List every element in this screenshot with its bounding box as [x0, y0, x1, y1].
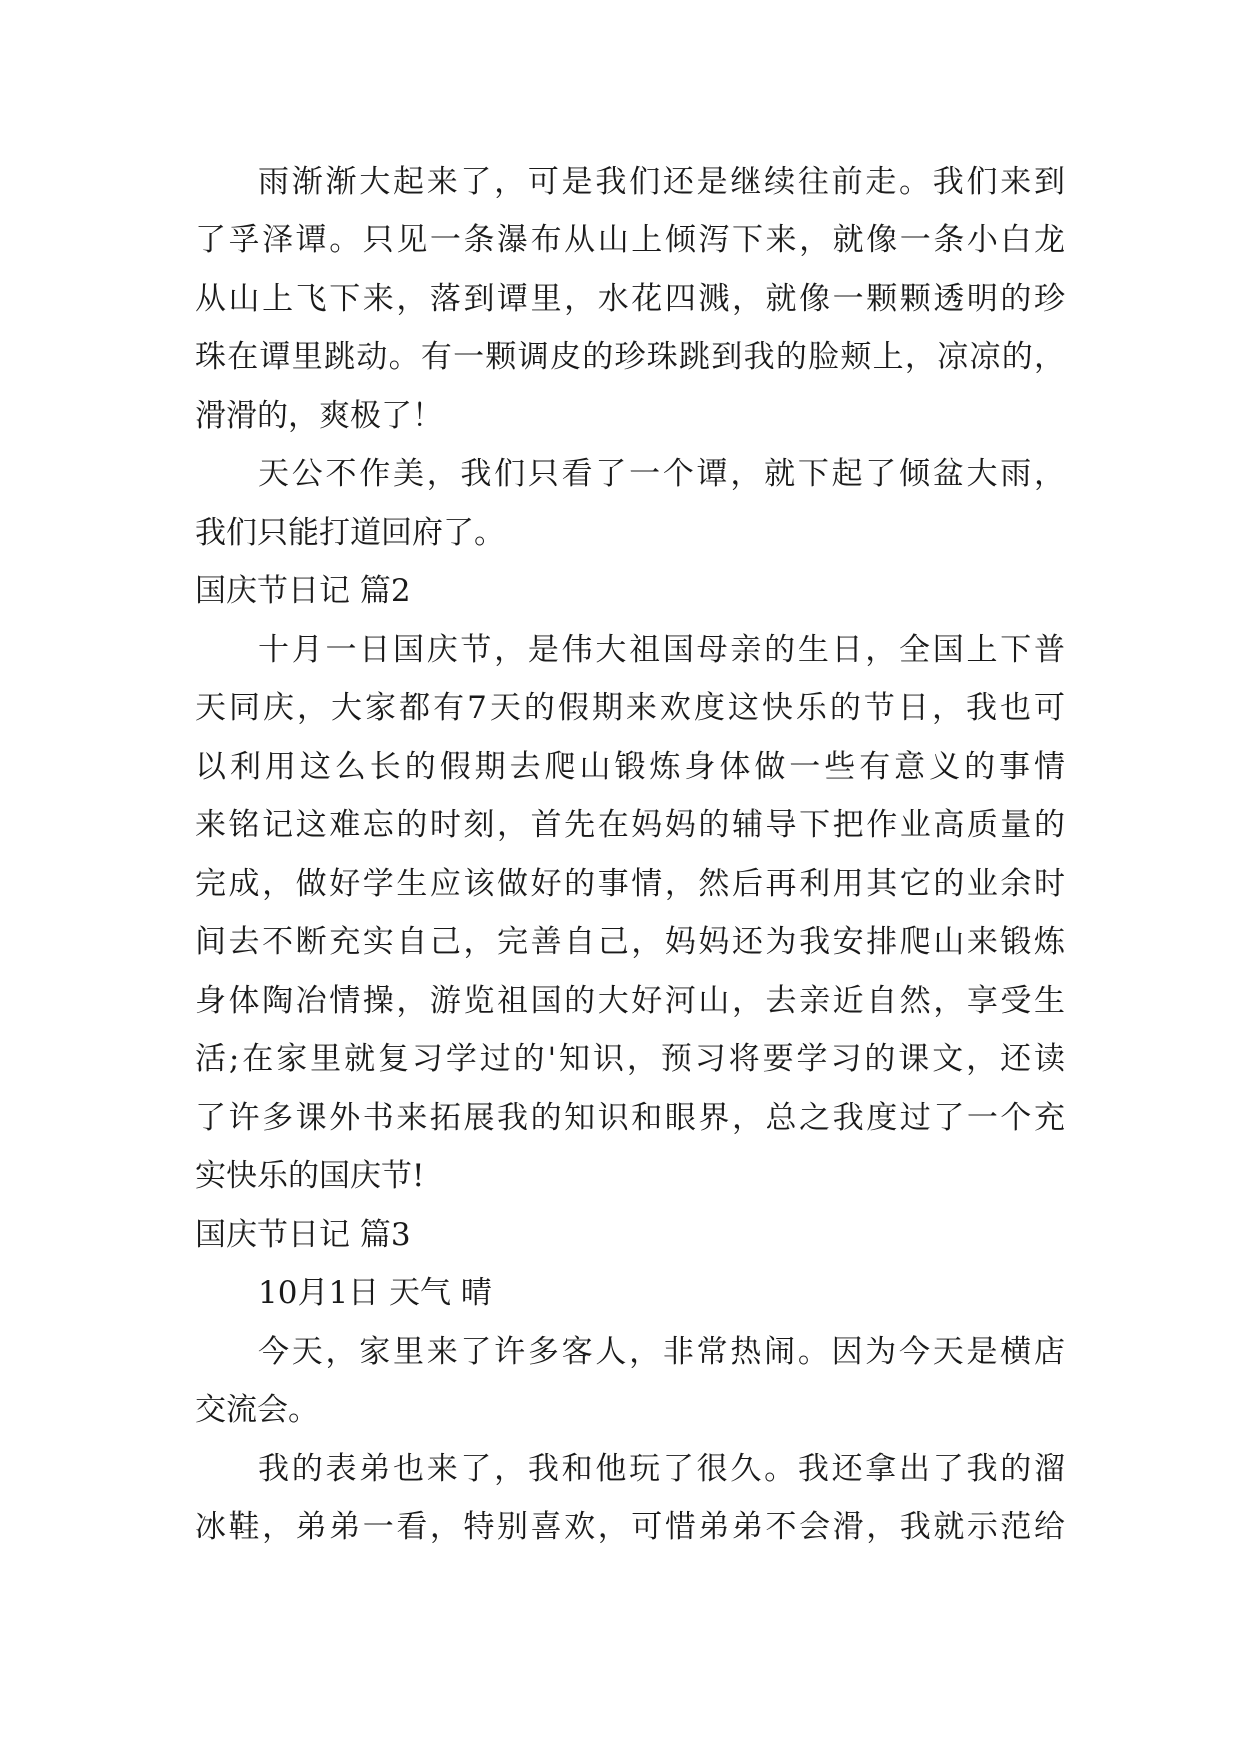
paragraph-line: 天公不作美，我们只看了一个谭，就下起了倾盆大雨，: [258, 456, 1065, 492]
paragraph-line: 交流会。: [195, 1392, 319, 1428]
paragraph-line: 身体陶冶情操，游览祖国的大好河山，去亲近自然，享受生: [195, 983, 1065, 1019]
section-heading: 国庆节日记 篇2: [195, 573, 411, 609]
paragraph-line: 了孚泽谭。只见一条瀑布从山上倾泻下来，就像一条小白龙: [195, 222, 1065, 258]
paragraph-line: 今天，家里来了许多客人，非常热闹。因为今天是横店: [258, 1334, 1065, 1370]
diary-date-line: 10月1日 天气 晴: [258, 1275, 492, 1311]
paragraph-line: 滑滑的，爽极了！: [195, 398, 443, 434]
paragraph-line: 来铭记这难忘的时刻，首先在妈妈的辅导下把作业高质量的: [195, 807, 1065, 843]
paragraph-line: 完成，做好学生应该做好的事情，然后再利用其它的业余时: [195, 866, 1065, 902]
paragraph-line: 我的表弟也来了，我和他玩了很久。我还拿出了我的溜: [258, 1451, 1065, 1487]
paragraph-line: 天同庆，大家都有7天的假期来欢度这快乐的节日，我也可: [195, 690, 1065, 726]
paragraph-line: 珠在谭里跳动。有一颗调皮的珍珠跳到我的脸颊上，凉凉的，: [195, 339, 1065, 375]
paragraph-line: 冰鞋，弟弟一看，特别喜欢，可惜弟弟不会滑，我就示范给: [195, 1509, 1065, 1545]
paragraph-line: 从山上飞下来，落到谭里，水花四溅，就像一颗颗透明的珍: [195, 281, 1065, 317]
paragraph-line: 雨渐渐大起来了，可是我们还是继续往前走。我们来到: [258, 164, 1065, 200]
paragraph-line: 实快乐的国庆节!: [195, 1158, 425, 1194]
paragraph-line: 活;在家里就复习学过的'知识，预习将要学习的课文，还读: [195, 1041, 1065, 1077]
paragraph-line: 间去不断充实自己，完善自己，妈妈还为我安排爬山来锻炼: [195, 924, 1065, 960]
paragraph-line: 了许多课外书来拓展我的知识和眼界，总之我度过了一个充: [195, 1100, 1065, 1136]
paragraph-line: 以利用这么长的假期去爬山锻炼身体做一些有意义的事情: [195, 749, 1065, 785]
section-heading: 国庆节日记 篇3: [195, 1217, 411, 1253]
paragraph-line: 我们只能打道回府了。: [195, 515, 505, 551]
paragraph-line: 十月一日国庆节，是伟大祖国母亲的生日，全国上下普: [258, 632, 1065, 668]
